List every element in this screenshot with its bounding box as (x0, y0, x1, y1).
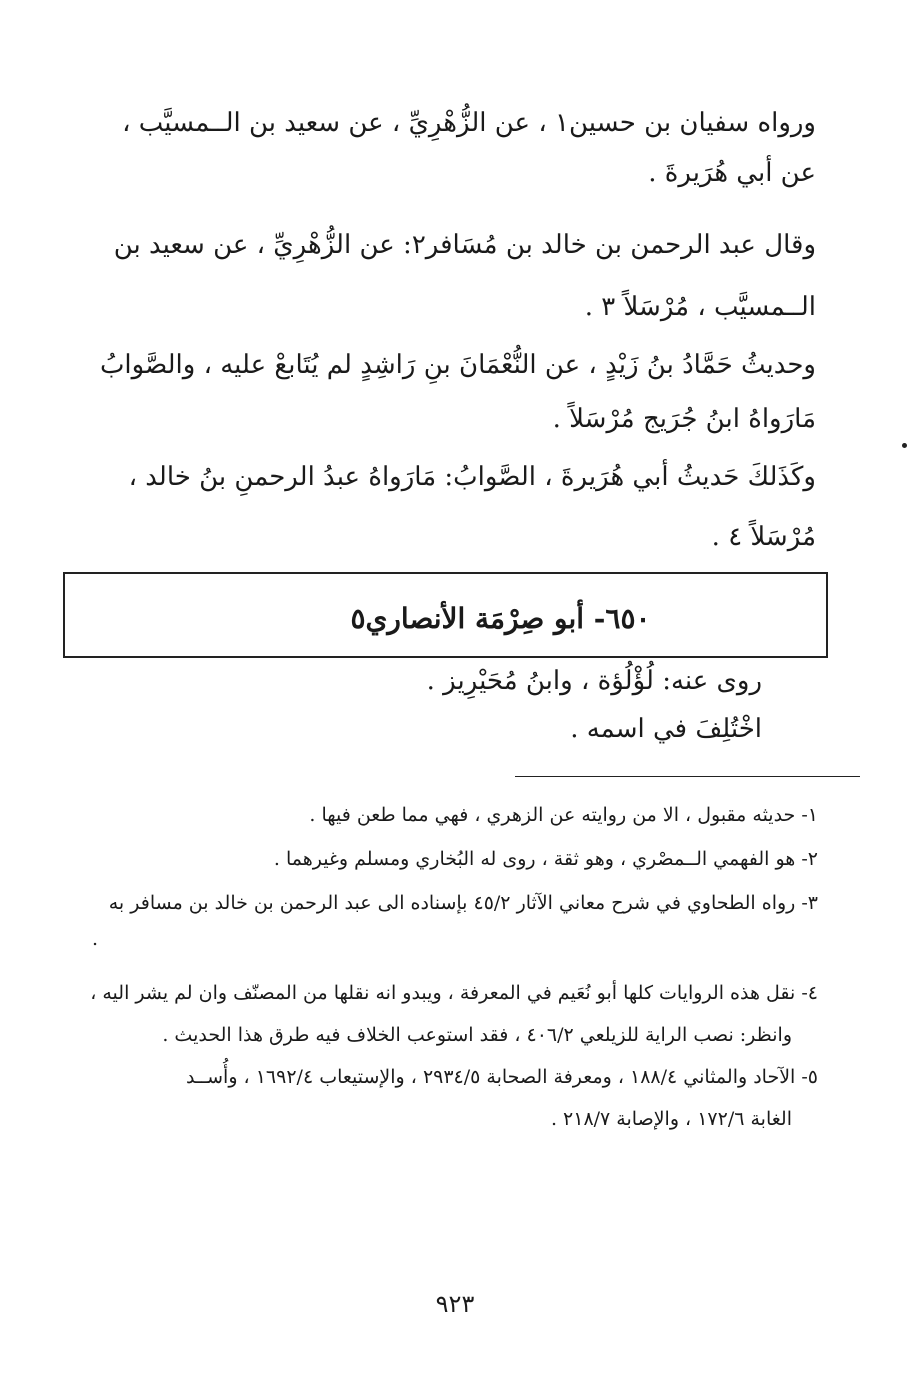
entry-heading-box (63, 572, 828, 658)
footnote-line: . (91, 928, 98, 950)
footnote-line: وانظر: نصب الراية للزيلعي ٤٠٦/٢ ، فقد استوعب الخلاف فيه طرق هذا الحديث . (162, 1024, 792, 1046)
body-line: الــمسيَّب ، مُرْسَلاً ٣ . (584, 292, 816, 322)
footnote-line: ٢- هو الفهمي الــمصْري ، وهو ثقة ، روى له البُخاري ومسلم وغيرهما . (273, 848, 818, 870)
body-line: عن أبي هُرَيرةَ . (648, 158, 816, 188)
entry-line: روى عنه: لُؤْلُؤة ، وابنُ مُحَيْرِيز . (426, 666, 762, 696)
body-line: وحديثُ حَمَّادُ بنُ زَيْدٍ ، عن النُّعْمَانَ بنِ رَاشِدٍ لم يُتَابعْ عليه ، والصَّوابُ (99, 350, 816, 380)
footnote-line: الغابة ١٧٢/٦ ، والإصابة ٢١٨/٧ . (550, 1108, 792, 1130)
page-number: ٩٢٣ (435, 1290, 475, 1318)
entry-heading: ٦٥٠- أبو صِرْمَة الأنصاري٥ (350, 602, 651, 635)
body-line: وكَذَلكَ حَديثُ أبي هُرَيرةَ ، الصَّوابُ: مَارَواهُ عبدُ الرحمنِ بنُ خالد ، (128, 462, 816, 492)
margin-mark (902, 443, 907, 448)
body-line: وقال عبد الرحمن بن خالد بن مُسَافر٢: عن الزُّهْرِيِّ ، عن سعيد بن (113, 230, 816, 260)
footnote-line: ١- حديثه مقبول ، الا من روايته عن الزهري ، فهي مما طعن فيها . (309, 804, 818, 826)
body-line: مُرْسَلاً ٤ . (711, 522, 816, 552)
footnote-line: ٥- الآحاد والمثاني ١٨٨/٤ ، ومعرفة الصحابة ٢٩٣٤/٥ ، والإستيعاب ١٦٩٢/٤ ، وأُســد (186, 1066, 818, 1088)
body-line: مَارَواهُ ابنُ جُرَيج مُرْسَلاً . (552, 404, 816, 434)
entry-line: اخْتُلِفَ في اسمه . (570, 714, 762, 744)
footnote-separator (515, 776, 860, 777)
footnote-line: ٤- نقل هذه الروايات كلها أبو نُعَيم في المعرفة ، ويبدو انه نقلها من المصنّف وان لم يشر اليه ، (90, 982, 818, 1004)
footnote-line: ٣- رواه الطحاوي في شرح معاني الآثار ٤٥/٢ بإسناده الى عبد الرحمن بن خالد بن مسافر به (108, 892, 818, 914)
body-line: ورواه سفيان بن حسين١ ، عن الزُّهْرِيِّ ، عن سعيد بن الــمسيَّب ، (122, 108, 816, 138)
